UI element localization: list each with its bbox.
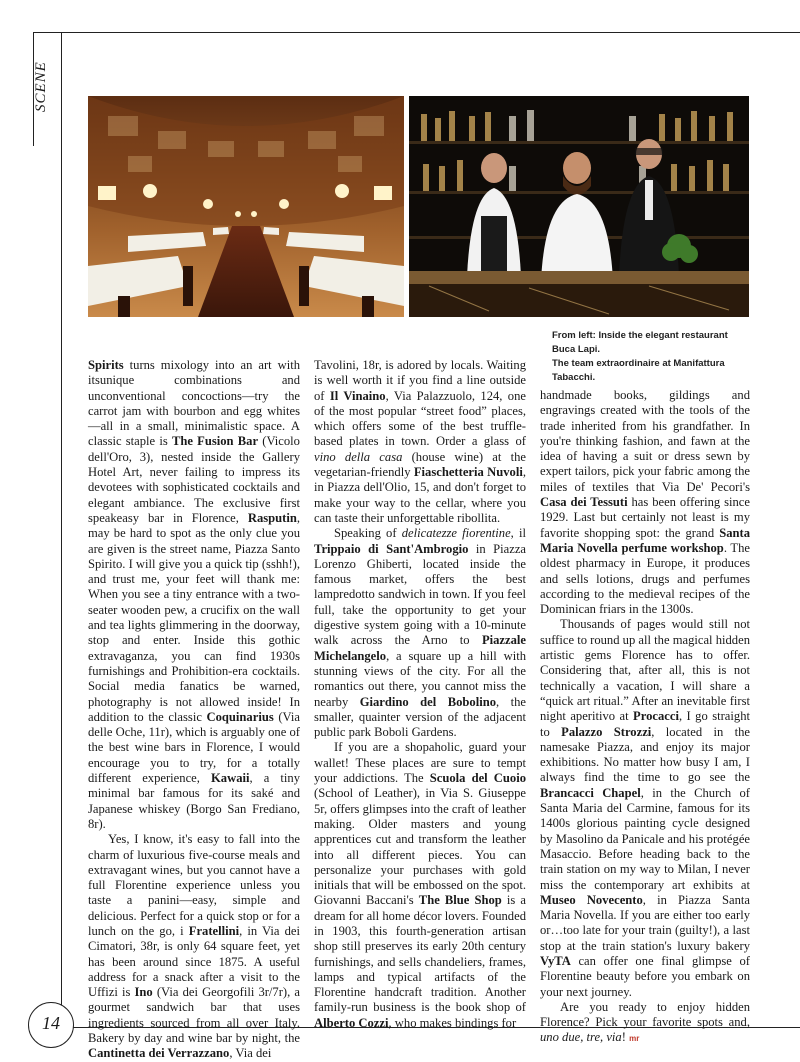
bold-term: Procacci — [633, 709, 679, 724]
text-run: (Vicolo dell'Oro, 3), nested inside the Gallery Hotel Art, never failing to impress its devotees with sophisticated cocktails and elegant ambiance. The exclusive first speakeasy bar in Florence, — [88, 434, 300, 525]
section-label: SCENE — [33, 61, 49, 113]
text-run: Are you ready to enjoy hidden Florence? Pick your favorite spots and, — [540, 999, 750, 1030]
bold-term: Scuola del Cuoio — [429, 771, 526, 786]
text-run: , Via Palazzuolo, 124, one of the most popular “street food” places, which offers some of the best truffle-based plates in town. Order a glass of — [314, 388, 526, 449]
bold-term: Alberto Cozzi — [314, 1015, 389, 1030]
caption-line-2: The team extraordinaire at Manifattura Tabacchi. — [552, 358, 725, 383]
bold-term: Trippaio di Sant'Ambrogio — [314, 541, 469, 556]
photo-manifattura-tabacchi — [409, 96, 749, 317]
text-run: , a tiny minimal bar famous for its saké and Japanese whiskey (Borgo San Frediano, 8r). — [88, 771, 300, 831]
paragraph — [314, 740, 526, 1031]
italic-term: uno due, tre, via — [540, 1030, 622, 1045]
bold-term: Kawaii — [211, 771, 250, 786]
text-run: (School of Leather), in Via S. Giuseppe 5r, offers glimpses into the craft of leather making. Older masters and young apprentices cut and transform the leather into all different pieces. You can personalize your purchases with gold initials that will be embossed on the spot. Giovanni Baccani's — [314, 786, 526, 908]
paragraph — [314, 358, 526, 526]
text-run: in Piazza Lorenzo Ghiberti, located inside the famous market, offers the best lampredotto sandwich in town. If you feel full, take the opportunity to get your digestive system going with a 10-minute walk across the Arno to — [314, 541, 526, 648]
paragraph — [540, 617, 750, 999]
text-run: , in Piazza dell'Olio, 15, and don't forget to make your way to the cellar, where you can taste their unforgettable ribollita. — [314, 465, 526, 525]
text-run: , located in the namesake Piazza, and enjoy its major exhibitions. No matter how busy I am, I always find the time to go see the — [540, 724, 750, 785]
bold-term: Ino — [134, 985, 153, 1000]
text-run: has been offering since 1929. Last but certainly not least is my favorite shopping spot: the grand — [540, 495, 750, 540]
bottom-rule — [61, 1027, 800, 1028]
photo-buca-lapi — [88, 96, 404, 317]
bold-term: Piazzale Michelangelo — [314, 633, 526, 663]
text-run: , in Via dei Cimatori, 38r, is only 64 square feet, yet has been around since 1875. A useful address for a snack after a visit to the Uffizi is — [88, 923, 300, 1000]
bold-term: Giardino del Bobolino — [359, 694, 496, 709]
text-run: , a square up a hill with stunning views of the city. For all the romantics out there, you cannot miss the nearby — [314, 648, 526, 709]
signoff-mark: mr — [629, 1034, 640, 1044]
bold-term: Palazzo Strozzi — [561, 724, 652, 739]
top-rule — [33, 32, 800, 33]
text-run: (house wine) at the vegetarian-friendly — [314, 449, 526, 480]
bold-term: Cantinetta dei Verrazzano — [88, 1046, 230, 1061]
text-run: , I go straight to — [540, 709, 750, 739]
paragraph — [314, 526, 526, 740]
text-run: turns mixology into an art with itsunique combinations and unconventional concoctions—try the carrot jam with bourbon and egg whites—all in a small, minimalistic space. A classic staple is — [88, 358, 300, 449]
left-rule — [61, 32, 62, 1032]
page-number: 14 — [42, 1013, 60, 1033]
text-run: , in Piazza Santa Maria Novella. If you are either too early or…too late for your train (guilty!), a last stop at the train station's luxury bakery — [540, 892, 751, 953]
italic-term: vino della casa — [314, 449, 403, 464]
text-run: . The oldest pharmacy in Europe, it produces and sells lotions, drugs and perfumes according to the medieval recipes of the Dominican friars in the 1300s. — [540, 540, 750, 617]
text-run: is a dream for all home décor lovers. Founded in 1903, this fourth-generation artisan shop still preserves its early 20th century furnishings, and sells chandeliers, frames, lamps and typical artifacts of the Florentine handcraft tradition. Another family-run business is the book shop of — [314, 893, 526, 1015]
bold-term: Casa dei Tessuti — [540, 495, 628, 510]
bold-term: The Fusion Bar — [171, 434, 259, 449]
paragraph — [88, 358, 300, 832]
text-run: , in the Church of Santa Maria del Carmine, famous for its 1400s glorious painting cycle designed by Masolino da Panicale and his protégée Masaccio. Before heading back to the train station on my way to Milan, I never miss the contemporary art exhibits at — [540, 785, 750, 892]
bold-term: Brancacci Chapel — [540, 785, 641, 800]
bold-term: Fratellini — [188, 923, 240, 938]
text-run: (Via dei Georgofili 3r/7r), a gourmet sandwich bar that uses ingredients sourced from all over Italy. Bakery by day and wine bar by night, the — [88, 985, 300, 1046]
bold-term: Museo Novecento — [540, 892, 643, 907]
bold-term: Il Vinaino — [329, 388, 386, 403]
text-run: handmade books, gildings and engravings created with the tools of the trade inherited from his grandfather. In you're thinking fashion, and fawn at the idea of having a suit or dress sewn by expert tailors, pick your fabric among the miles of textiles that Via De' Pecori's — [540, 388, 750, 494]
text-run: , Via dei — [229, 1046, 272, 1061]
text-run: Thousands of pages would still not suffice to round up all the magical hidden artistic gems Florence has to offer. Considering that, after all, this is not technically a vacation, I will share a “quick art ritual.” After an inevitable first night aperitivo at — [540, 617, 750, 724]
text-run: , may be hard to spot as the only clue you are given is the street name, Piazza Santo Spirito. I will give you a quick tip (sshh!), and trust me, your feet will thank me: When you see a tiny entrance with a two-seater wooden pew, a crucifix on the wall and tea lights glimmering in the doorway, stop and enter. Inside this gothic extravaganza, you can find 1930s furnishings and Prohibition-era cocktails. Social media fanatics be warned, photography is not allowed inside! In addition to the classic — [88, 510, 300, 724]
text-run: , il — [510, 526, 526, 541]
paragraph — [540, 388, 750, 617]
bold-term: Coquinarius — [206, 709, 274, 724]
bold-term: Rasputin — [247, 510, 297, 525]
text-run: (Via delle Oche, 11r), which is arguably one of the best wine bars in Florence, I would encourage you to try, for a totally different experience, — [88, 709, 300, 786]
restaurant-interior-image — [88, 96, 404, 317]
text-column-3 — [540, 388, 750, 1047]
bold-term: Santa Maria Novella perfume workshop — [540, 525, 750, 555]
text-run: Speaking of — [334, 526, 402, 541]
text-run: Tavolini, 18r, is adored by locals. Waiting is well worth it if you find a line outside of — [314, 358, 526, 403]
italic-term: delicatezze fiorentine — [401, 526, 511, 541]
photo-caption — [552, 329, 752, 385]
text-run: , who makes bindings for — [388, 1015, 517, 1030]
bold-term: Fiaschetteria Nuvoli — [413, 465, 523, 480]
text-run: If you are a shopaholic, guard your wallet! These places are sure to tempt your addictions. The — [314, 740, 526, 786]
caption-line-1: From left: Inside the elegant restaurant Buca Lapi. — [552, 330, 728, 355]
text-run: , the smaller, quainter version of the adjacent public park Boboli Gardens. — [314, 694, 526, 740]
bold-term: The Blue Shop — [418, 893, 502, 908]
text-run: Yes, I know, it's easy to fall into the charm of luxurious five-course meals and extravagant wines, but you cannot have a full Florentine experience unless you taste a panini—easy, simple and delicious. Perfect for a quick stop or for a lunch on the go, i — [88, 832, 300, 938]
text-run: can offer one final glimpse of Florentine beauty before you embark on your next journey. — [540, 953, 750, 999]
bold-term: VyTA — [540, 953, 571, 968]
text-column-1 — [88, 358, 300, 1062]
bar-team-image — [409, 96, 749, 317]
text-column-2 — [314, 358, 526, 1031]
paragraph — [540, 1000, 750, 1047]
text-run: ! — [621, 1030, 630, 1045]
bold-term: Spirits — [88, 358, 124, 372]
